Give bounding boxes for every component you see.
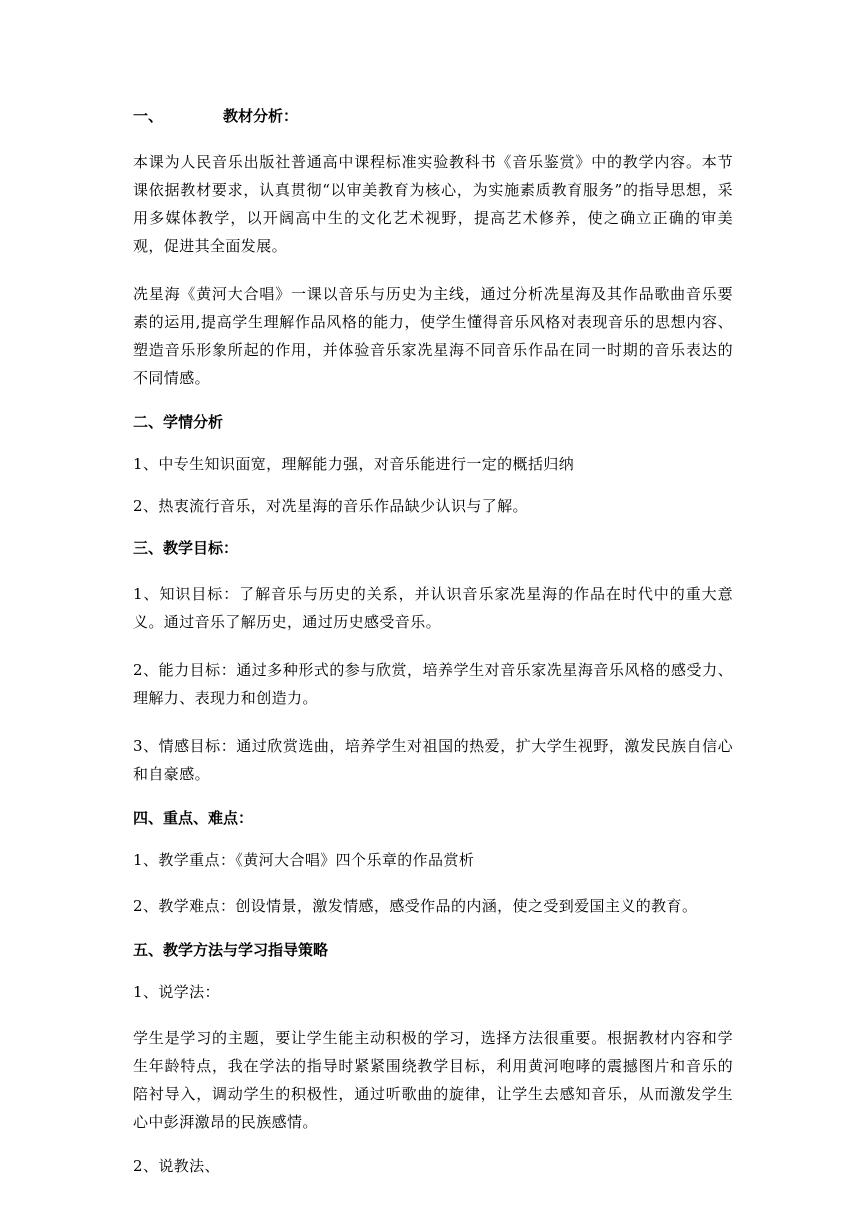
paragraph-knowledge-goal: 1、知识目标：了解音乐与历史的关系，并认识音乐家冼星海的作品在时代中的重大意义。通过音乐了解历史，通过历史感受音乐。 xyxy=(133,585,733,631)
section-title: 教材分析： xyxy=(223,107,299,125)
paragraph-ability-goal: 2、能力目标：通过多种形式的参与欣赏，培养学生对音乐家冼星海音乐风格的感受力、理解力、表现力和创造力。 xyxy=(133,661,733,707)
list-item: 2、热衷流行音乐，对冼星海的音乐作品缺少认识与了解。 xyxy=(133,497,528,515)
section-heading-student-analysis: 二、学情分析 xyxy=(133,413,224,431)
paragraph-difficulty: 2、教学难点：创设情景，激发情感，感受作品的内涵，使之受到爱国主义的教育。 xyxy=(133,897,698,915)
section-number: 一、 xyxy=(133,107,164,125)
document-body xyxy=(133,106,733,1198)
paragraph-learning-method: 学生是学习的主题，要让学生能主动积极的学习，选择方法很重要。根据教材内容和学生年龄特点，我在学法的指导时紧紧围绕教学目标，利用黄河咆哮的震撼图片和音乐的陪衬导入，调动学生的积极性，通过听歌曲的旋律，让学生去感知音乐，从而激发学生心中彭湃激昂的民族感情。 xyxy=(133,1029,733,1131)
paragraph-emotion-goal: 3、情感目标：通过欣赏选曲，培养学生对祖国的热爱，扩大学生视野，激发民族自信心和自豪感。 xyxy=(133,737,733,783)
section-heading-methods: 五、教学方法与学习指导策略 xyxy=(133,941,329,959)
list-item: 2、说教法、 xyxy=(133,1157,220,1175)
list-item: 1、教学重点：《黄河大合唱》四个乐章的作品赏析 xyxy=(133,851,475,869)
list-item: 1、说学法： xyxy=(133,983,220,1001)
list-item: 1、中专生知识面宽，理解能力强，对音乐能进行一定的概括归纳 xyxy=(133,455,575,473)
section-heading-key-points: 四、重点、难点： xyxy=(133,809,254,827)
paragraph-lesson-overview: 冼星海《黄河大合唱》一课以音乐与历史为主线，通过分析冼星海及其作品歌曲音乐要素的运用,提高学生理解作品风格的能力，使学生懂得音乐风格对表现音乐的思想内容、塑造音乐形象所起的作用，并体验音乐家冼星海不同音乐作品在同一时期的音乐表达的不同情感。 xyxy=(133,285,733,387)
paragraph-textbook-intro: 本课为人民音乐出版社普通高中课程标准实验教科书《音乐鉴赏》中的教学内容。本节课依据教材要求，认真贯彻“以审美教育为核心，为实施素质教育服务”的指导思想，采用多媒体教学，以开阔高中生的文化艺术视野，提高艺术修养，使之确立正确的审美观，促进其全面发展。 xyxy=(133,153,733,255)
section-heading-teaching-goals: 三、教学目标： xyxy=(133,539,239,557)
section-heading-materials xyxy=(133,106,733,126)
